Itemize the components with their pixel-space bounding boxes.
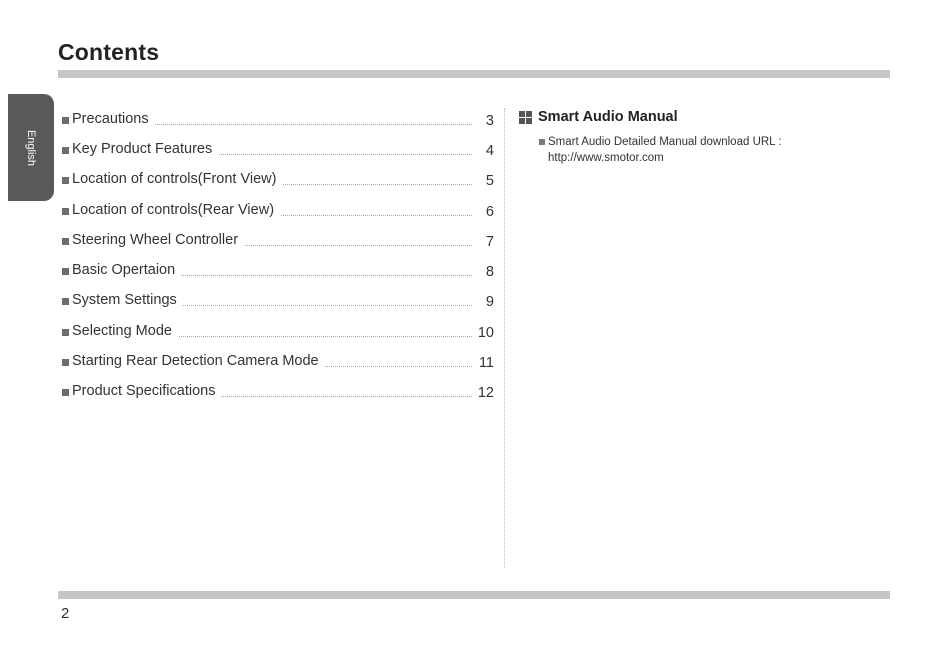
toc-item-label: Precautions	[72, 111, 155, 127]
toc-item-basic-operation[interactable]	[62, 259, 494, 281]
toc-item-label: Selecting Mode	[72, 323, 178, 339]
toc-item-system-settings[interactable]	[62, 289, 494, 311]
toc-item-page: 9	[485, 294, 494, 310]
manual-download-url[interactable]: http://www.smotor.com	[548, 151, 664, 164]
toc-item-page: 10	[477, 325, 494, 341]
toc-item-rear-view[interactable]	[62, 199, 494, 221]
manual-download-label: Smart Audio Detailed Manual download URL :	[548, 136, 782, 148]
column-divider	[504, 108, 505, 568]
toc-item-front-view[interactable]	[62, 168, 494, 190]
square-bullet-icon	[62, 177, 69, 184]
square-bullet-icon	[62, 268, 69, 275]
square-bullet-icon	[62, 147, 69, 154]
toc-item-label: Location of controls(Front View)	[72, 171, 282, 187]
square-bullet-icon	[62, 359, 69, 366]
section-title: Smart Audio Manual	[538, 109, 678, 125]
toc-item-selecting-mode[interactable]	[62, 320, 494, 342]
square-bullet-icon	[62, 329, 69, 336]
toc-item-product-specifications[interactable]	[62, 380, 494, 402]
toc-item-page: 3	[485, 113, 494, 129]
square-bullet-icon	[62, 117, 69, 124]
toc-item-precautions[interactable]	[62, 108, 494, 130]
language-tab	[8, 94, 54, 201]
toc-item-page: 7	[485, 234, 494, 250]
toc-item-key-product-features[interactable]	[62, 138, 494, 160]
toc-item-label: Basic Opertaion	[72, 262, 181, 278]
header-rule	[58, 70, 890, 78]
toc-item-page: 5	[485, 173, 494, 189]
toc-item-page: 12	[477, 385, 494, 401]
toc-item-label: Steering Wheel Controller	[72, 232, 244, 248]
square-bullet-icon	[62, 389, 69, 396]
toc-item-page: 6	[485, 204, 494, 220]
toc-item-page: 4	[485, 143, 494, 159]
toc-item-label: Product Specifications	[72, 383, 221, 399]
grid-icon	[519, 111, 532, 124]
toc-item-label: Key Product Features	[72, 141, 218, 157]
square-bullet-icon	[539, 139, 545, 145]
square-bullet-icon	[62, 208, 69, 215]
toc-item-page: 8	[485, 264, 494, 280]
footer-rule	[58, 591, 890, 599]
manual-download-note	[548, 135, 782, 166]
toc-item-steering-wheel-controller[interactable]	[62, 229, 494, 251]
square-bullet-icon	[62, 238, 69, 245]
page-number: 2	[61, 605, 70, 622]
toc-item-rear-camera-mode[interactable]	[62, 350, 494, 372]
square-bullet-icon	[62, 298, 69, 305]
page-title: Contents	[58, 39, 160, 65]
toc-item-label: Location of controls(Rear View)	[72, 202, 280, 218]
toc-item-label: Starting Rear Detection Camera Mode	[72, 353, 325, 369]
toc-item-page: 11	[478, 355, 494, 371]
toc-item-label: System Settings	[72, 292, 183, 308]
language-tab-label: English	[25, 129, 37, 166]
